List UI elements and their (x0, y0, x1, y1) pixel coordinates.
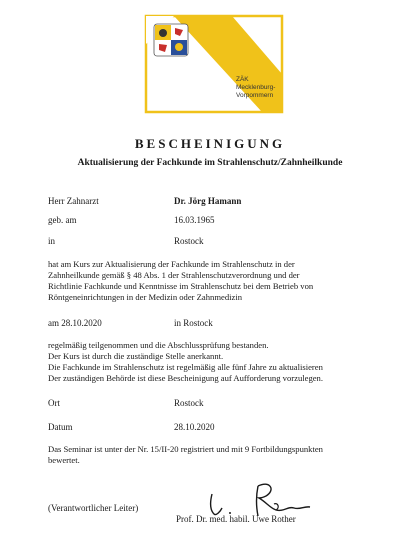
result-line: Der Kurs ist durch die zuständige Stelle anerkannt. (48, 351, 224, 361)
logo-text (236, 76, 306, 100)
issue-place: Rostock (174, 398, 204, 408)
issue-date-label: Datum (48, 422, 73, 432)
logo-line-2: Mecklenburg- (236, 84, 276, 91)
course-paragraph (48, 259, 388, 303)
result-line: regelmäßig teilgenommen und die Abschlussprüfung bestanden. (48, 340, 269, 350)
signature-role: (Verantwortlicher Leiter) (48, 503, 139, 513)
birth-place: Rostock (174, 236, 204, 246)
result-line: Der zuständigen Behörde ist diese Bescheinigung auf Aufforderung vorzulegen. (48, 373, 323, 383)
document-title: BESCHEINIGUNG (134, 136, 286, 151)
course-line: Röntgeneinrichtungen in der Medizin oder Zahnmedizin (48, 292, 243, 302)
issue-place-label: Ort (48, 398, 60, 408)
registration-line: Das Seminar ist unter der Nr. 15/II-20 registriert und mit 9 Fortbildungspunkten (48, 444, 323, 454)
document-subtitle: Aktualisierung der Fachkunde im Strahlenschutz/Zahnheilkunde (77, 158, 343, 168)
birth-place-label: in (48, 236, 56, 246)
person-name: Dr. Jörg Hamann (174, 196, 242, 206)
registration-paragraph (48, 444, 388, 466)
crest-icon (154, 24, 188, 56)
issue-date: 28.10.2020 (174, 422, 215, 432)
logo-line-1: ZÄK (236, 76, 249, 83)
result-line: Die Fachkunde im Strahlenschutz ist regelmäßig alle fünf Jahre zu aktualisieren (48, 362, 323, 372)
logo-line-3: Vorpommern (236, 92, 274, 99)
course-line: hat am Kurs zur Aktualisierung der Fachkunde im Strahlenschutz in der (48, 259, 295, 269)
registration-line: bewertet. (48, 455, 80, 465)
result-paragraph (48, 340, 388, 384)
course-line: Zahnheilkunde gemäß § 48 Abs. 1 der Strahlenschutzverordnung und der (48, 270, 300, 280)
birth-date: 16.03.1965 (174, 215, 215, 225)
birth-label: geb. am (48, 215, 77, 225)
signer-name: Prof. Dr. med. habil. Uwe Rother (176, 514, 296, 524)
salutation-label: Herr Zahnarzt (48, 196, 99, 206)
course-date: am 28.10.2020 (48, 318, 102, 328)
course-line: Richtlinie Fachkunde und Kenntnisse im Strahlenschutz bei dem Betrieb von (48, 281, 314, 291)
course-location: in Rostock (174, 318, 213, 328)
